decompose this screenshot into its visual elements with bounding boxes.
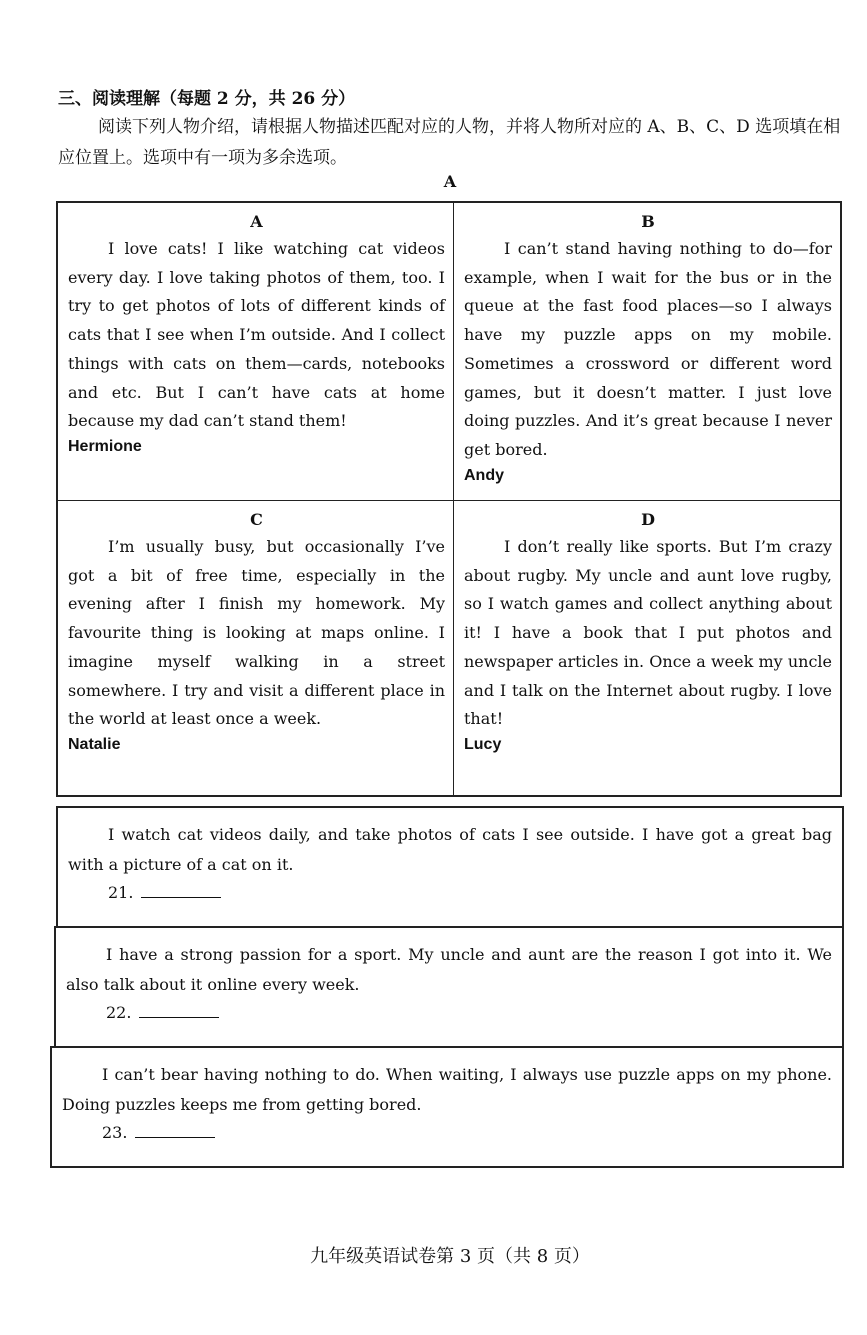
profile-letter: C <box>250 510 263 529</box>
question-number: 23. <box>102 1123 128 1142</box>
profile-name: Andy <box>464 466 504 484</box>
profile-text: I’m usually busy, but occasionally I’ve got a bit of free time, especially in the evening after I finish my homework. My favourite thing is looking at maps online. I imagine myself walking in a street somewhere. I try and visit a different place in the world at least once a week. <box>68 537 445 729</box>
question-number: 21. <box>108 883 134 902</box>
profile-letter: A <box>250 212 263 231</box>
profile-text: I love cats! I like watching cat videos every day. I love taking photos of them, too. I try to get photos of lots of different kinds of cats that I see when I’m outside. And I collect things with cats on them—cards, notebooks and etc. But I can’t have cats at home because my dad can’t stand them! <box>68 239 445 431</box>
profile-name: Lucy <box>464 735 502 753</box>
page-footer: 九年级英语试卷第 3 页（共 8 页） <box>310 1246 590 1267</box>
instructions: 阅读下列人物介绍，请根据人物描述匹配对应的人物，并将人物所对应的 A、B、C、D 选项填在相应位置上。选项中有一项为多余选项。 <box>58 117 841 168</box>
question-number-row <box>56 999 842 1027</box>
question-number: 22. <box>106 1003 132 1022</box>
section-heading: 三、阅读理解（每题 2 分，共 26 分） <box>58 89 356 109</box>
question-number-row <box>58 879 842 907</box>
profile-name: Hermione <box>68 437 142 455</box>
profile-c <box>58 501 454 795</box>
profile-d <box>454 501 840 795</box>
question-21 <box>56 806 844 928</box>
question-text: I watch cat videos daily, and take photos of cats I see outside. I have got a great bag with a picture of a cat on it. <box>68 825 832 874</box>
answer-blank[interactable] <box>141 881 221 898</box>
answer-blank[interactable] <box>139 1001 219 1018</box>
profile-grid <box>56 201 842 797</box>
profile-b <box>454 203 840 501</box>
profile-letter: B <box>641 212 655 231</box>
question-22 <box>54 926 844 1048</box>
question-text: I can’t bear having nothing to do. When waiting, I always use puzzle apps on my phone. Doing puzzles keeps me from getting bored. <box>62 1065 832 1114</box>
question-23 <box>50 1046 844 1168</box>
question-number-row <box>52 1119 842 1147</box>
profile-a <box>58 203 454 501</box>
profile-text: I don’t really like sports. But I’m crazy about rugby. My uncle and aunt love rugby, so I watch games and collect anything about it! I have a book that I put photos and newspaper articles in. Once a week my uncle and I talk on the Internet about rugby. I love that! <box>464 537 832 729</box>
question-text: I have a strong passion for a sport. My uncle and aunt are the reason I got into it. We also talk about it online every week. <box>66 945 832 994</box>
profile-text: I can’t stand having nothing to do—for example, when I wait for the bus or in the queue at the fast food places—so I always have my puzzle apps on my mobile. Sometimes a crossword or different word games, but it doesn’t matter. I just love doing puzzles. And it’s great because I never get bored. <box>464 239 832 459</box>
profile-name: Natalie <box>68 735 121 753</box>
profile-letter: D <box>641 510 655 529</box>
section-label: A <box>443 172 457 191</box>
answer-blank[interactable] <box>135 1121 215 1138</box>
